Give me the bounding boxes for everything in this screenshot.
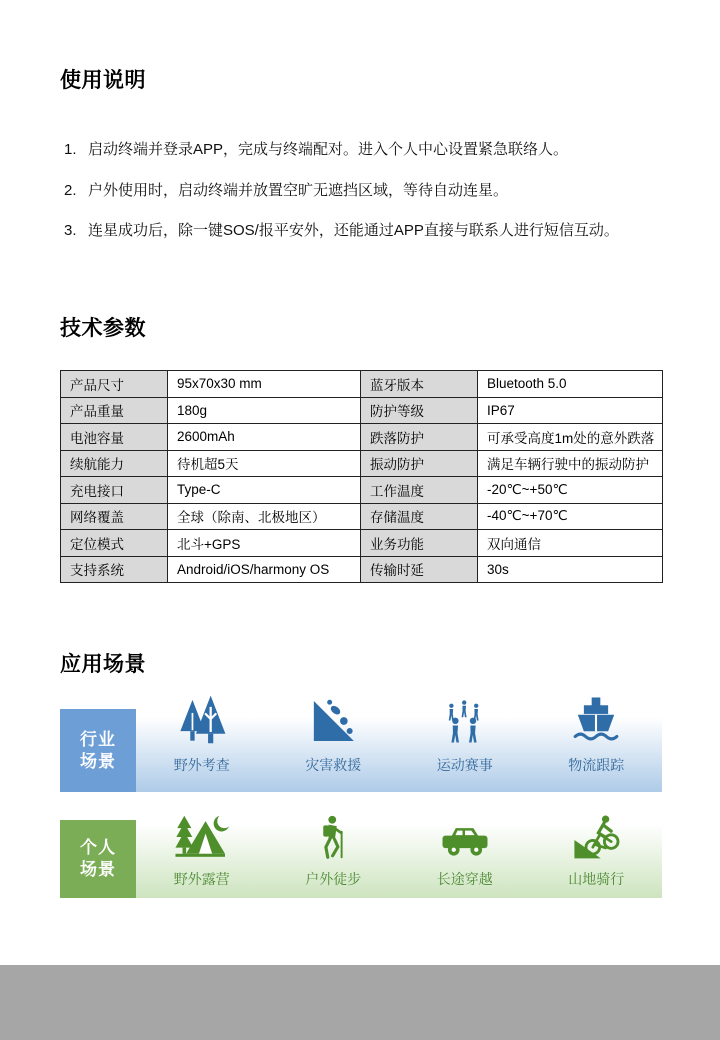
spec-key: 传输时延: [361, 556, 478, 583]
car-icon: [440, 814, 490, 860]
scenario-item: [136, 688, 268, 792]
table-row: [61, 556, 663, 583]
industry-tab: [60, 709, 136, 792]
spec-key: 防护等级: [361, 397, 478, 424]
spec-value: 待机超5天: [168, 450, 361, 477]
scenario-label: 灾害救援: [305, 757, 362, 773]
tab-label-line: 场景: [80, 751, 116, 771]
spec-key: 振动防护: [361, 450, 478, 477]
tab-label-line: 行业: [80, 729, 116, 749]
camping-icon: [173, 814, 231, 860]
step-text: 户外使用时，启动终端并放置空旷无遮挡区域，等待自动连星。: [88, 181, 509, 199]
table-row: [61, 371, 663, 398]
spec-value: 北斗+GPS: [168, 530, 361, 557]
industry-scenarios-band: [60, 688, 662, 792]
spec-key: 定位模式: [61, 530, 168, 557]
step-number: 1.: [64, 141, 77, 158]
spec-value: 双向通信: [478, 530, 663, 557]
spec-value: Type-C: [168, 477, 361, 504]
usage-step: [64, 179, 684, 202]
spec-value: -20℃~+50℃: [478, 477, 663, 504]
spec-key: 工作温度: [361, 477, 478, 504]
scenario-item: [399, 798, 531, 898]
bike-icon: [571, 814, 621, 860]
spec-key: 产品重量: [61, 397, 168, 424]
spec-value: Bluetooth 5.0: [478, 371, 663, 398]
spec-value: 全球（除南、北极地区）: [168, 503, 361, 530]
scenario-label: 野外露营: [173, 871, 230, 887]
ship-icon: [570, 690, 622, 746]
spec-value: Android/iOS/harmony OS: [168, 556, 361, 583]
spec-value: 95x70x30 mm: [168, 371, 361, 398]
spec-value: 2600mAh: [168, 424, 361, 451]
spec-value: -40℃~+70℃: [478, 503, 663, 530]
spec-key: 跌落防护: [361, 424, 478, 451]
spec-key: 产品尺寸: [61, 371, 168, 398]
spec-key: 支持系统: [61, 556, 168, 583]
step-text: 连星成功后，除一键SOS/报平安外，还能通过APP直接与联系人进行短信互动。: [88, 222, 619, 239]
scenario-item: [268, 688, 400, 792]
spec-key: 充电接口: [61, 477, 168, 504]
table-row: [61, 477, 663, 504]
table-row: [61, 424, 663, 451]
industry-items: [136, 688, 662, 792]
scenario-item: [136, 798, 268, 898]
scenario-item: [531, 798, 663, 898]
footer-bar: [0, 965, 720, 1040]
scenario-label: 物流跟踪: [568, 757, 625, 773]
spec-value: 30s: [478, 556, 663, 583]
table-row: [61, 397, 663, 424]
spec-value: 180g: [168, 397, 361, 424]
spec-key: 蓝牙版本: [361, 371, 478, 398]
table-row: [61, 530, 663, 557]
section-title-scenarios: 应用场景: [60, 653, 146, 676]
step-number: 2.: [64, 181, 77, 199]
scenario-label: 户外徒步: [305, 871, 362, 887]
spec-key: 续航能力: [61, 450, 168, 477]
usage-instructions-list: [64, 138, 684, 260]
personal-items: [136, 798, 662, 898]
step-text: 启动终端并登录APP，完成与终端配对。进入个人中心设置紧急联络人。: [88, 141, 569, 158]
scenario-item: [399, 688, 531, 792]
spec-key: 存储温度: [361, 503, 478, 530]
spec-value: IP67: [478, 397, 663, 424]
runners-icon: [441, 690, 489, 746]
scenario-label: 野外考查: [173, 757, 230, 773]
landslide-icon: [308, 690, 358, 746]
spec-key: 网络覆盖: [61, 503, 168, 530]
scenario-item: [268, 798, 400, 898]
spec-value: 满足车辆行驶中的振动防护: [478, 450, 663, 477]
spec-value: 可承受高度1m处的意外跌落: [478, 424, 663, 451]
usage-step: [64, 138, 684, 161]
tab-label-line: 场景: [80, 860, 116, 879]
personal-tab: [60, 820, 136, 898]
spec-key: 业务功能: [361, 530, 478, 557]
scenario-item: [531, 688, 663, 792]
section-title-usage: 使用说明: [60, 69, 146, 92]
scenario-label: 运动赛事: [436, 757, 493, 773]
usage-step: [64, 219, 684, 242]
table-row: [61, 450, 663, 477]
section-title-specs: 技术参数: [60, 317, 146, 340]
hiker-icon: [315, 814, 351, 860]
specs-table: [60, 370, 663, 583]
trees-icon: [176, 690, 228, 746]
spec-key: 电池容量: [61, 424, 168, 451]
personal-scenarios-band: [60, 798, 662, 898]
step-number: 3.: [64, 222, 77, 239]
tab-label-line: 个人: [80, 838, 116, 857]
scenario-label: 山地骑行: [568, 871, 625, 887]
table-row: [61, 503, 663, 530]
scenario-label: 长途穿越: [436, 871, 493, 887]
